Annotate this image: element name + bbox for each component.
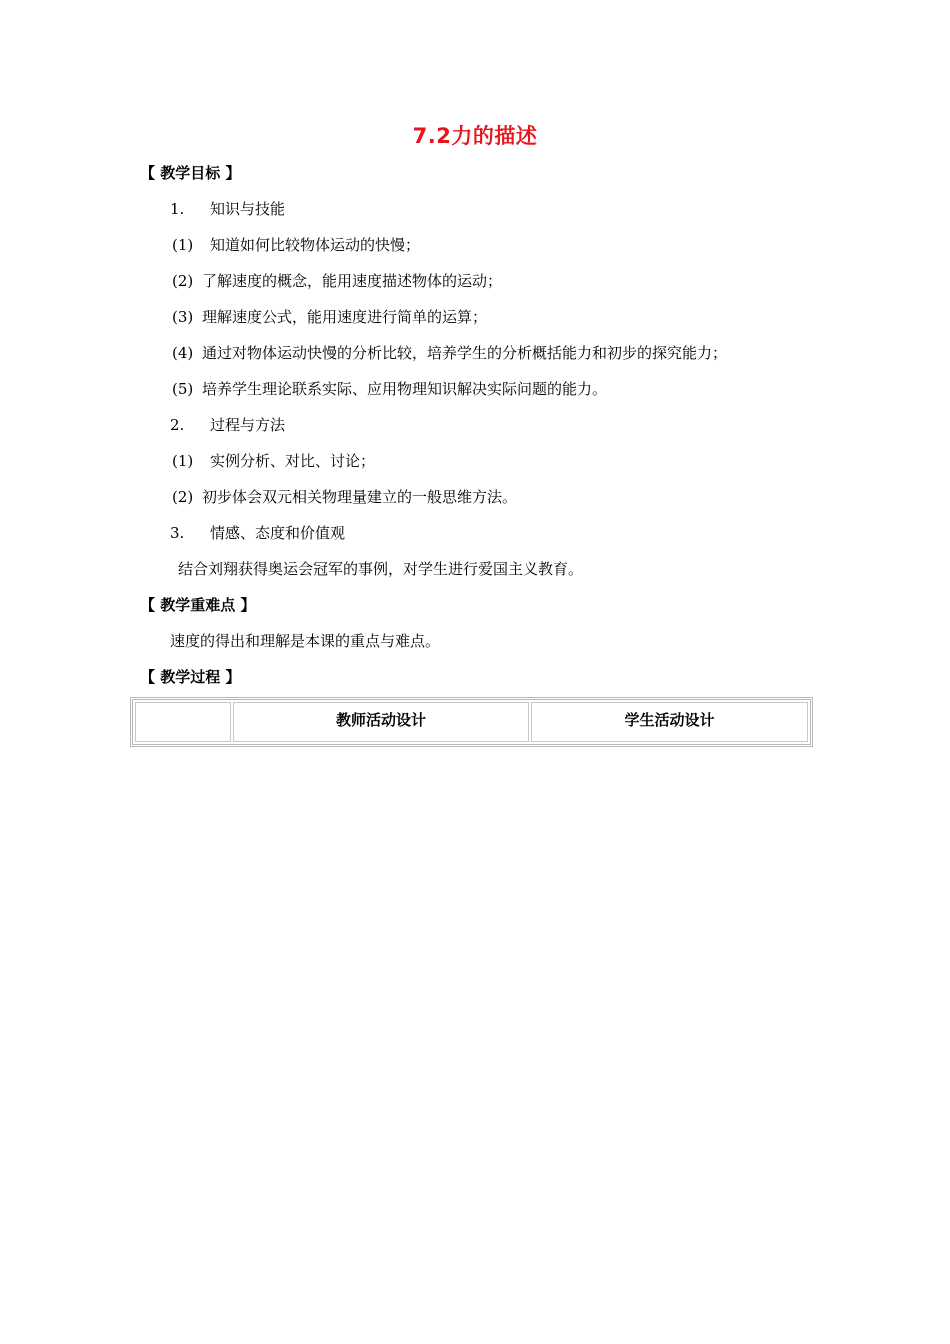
table-header-teacher: 教师活动设计 (233, 702, 529, 742)
activity-table (130, 697, 813, 747)
goal-sub-4-number: (4) (172, 344, 194, 362)
goal-sub-1-number: (1) (172, 236, 194, 254)
goal-sub-5-text: 培养学生理论联系实际、应用物理知识解决实际问题的能力。 (202, 380, 608, 398)
values-paragraph: 结合刘翔获得奥运会冠军的事例，对学生进行爱国主义教育。 (178, 560, 584, 578)
goal-sub-3-text: 理解速度公式，能用速度进行简单的运算； (202, 308, 488, 326)
goal-sub-5 (172, 379, 607, 399)
document-title: 7.2力的描述 (412, 124, 538, 148)
table-header-blank (135, 702, 231, 742)
table-header-student: 学生活动设计 (531, 702, 808, 742)
process-sub-1-number: (1) (172, 452, 194, 470)
goal-item-2-number: 2. (170, 416, 185, 434)
process-sub-1 (172, 451, 375, 471)
goal-item-3-number: 3. (170, 524, 185, 542)
goal-sub-5-number: (5) (172, 380, 194, 398)
goal-sub-3 (172, 307, 487, 327)
goal-item-1-text: 知识与技能 (210, 200, 286, 218)
process-sub-2-text: 初步体会双元相关物理量建立的一般思维方法。 (202, 488, 518, 506)
process-sub-2 (172, 487, 517, 507)
goal-sub-2 (172, 271, 502, 291)
goal-item-3 (170, 523, 345, 543)
key-points-paragraph: 速度的得出和理解是本课的重点与难点。 (170, 632, 441, 650)
process-sub-1-text: 实例分析、对比、讨论； (210, 452, 376, 470)
activity-table-grid (133, 700, 810, 744)
goal-item-2-text: 过程与方法 (210, 416, 286, 434)
heading-key-points: 【 教学重难点 】 (140, 596, 256, 614)
goal-sub-1 (172, 235, 420, 255)
goal-item-1 (170, 199, 285, 219)
goal-sub-2-text: 了解速度的概念，能用速度描述物体的运动； (202, 272, 503, 290)
goal-sub-4 (172, 343, 727, 363)
goal-item-2 (170, 415, 285, 435)
goal-item-1-number: 1. (170, 200, 185, 218)
table-row (135, 702, 808, 742)
heading-teaching-goals: 【 教学目标 】 (140, 164, 241, 182)
goal-sub-4-text: 通过对物体运动快慢的分析比较，培养学生的分析概括能力和初步的探究能力； (202, 344, 728, 362)
goal-sub-2-number: (2) (172, 272, 194, 290)
process-sub-2-number: (2) (172, 488, 194, 506)
goal-sub-1-text: 知道如何比较物体运动的快慢； (210, 236, 421, 254)
goal-sub-3-number: (3) (172, 308, 194, 326)
goal-item-3-text: 情感、态度和价值观 (210, 524, 346, 542)
heading-teaching-process: 【 教学过程 】 (140, 668, 241, 686)
